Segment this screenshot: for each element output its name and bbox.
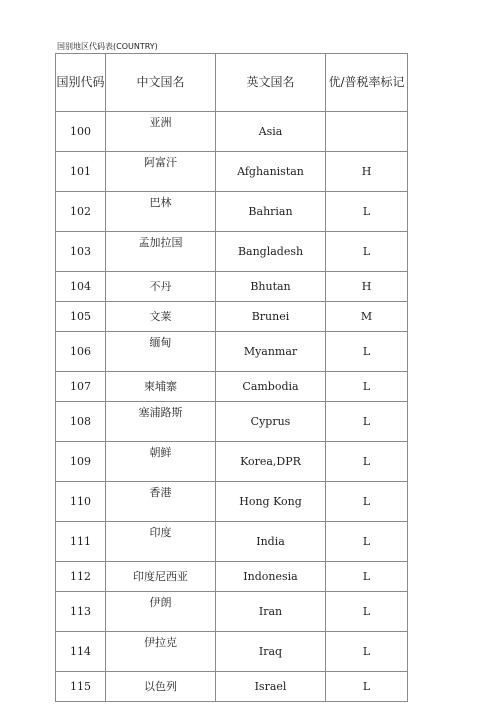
- cell-country-code: 103: [56, 232, 106, 272]
- table-row: [56, 372, 408, 402]
- cell-tax-rate-flag: L: [326, 562, 408, 592]
- cell-tax-rate-flag: L: [326, 672, 408, 702]
- document-title: 国别地区代码表(COUNTRY): [57, 42, 158, 51]
- cell-chinese-name: 朝鲜: [106, 442, 216, 482]
- cell-chinese-name: 印度尼西亚: [106, 562, 216, 592]
- table-row: [56, 402, 408, 442]
- table-body: [56, 112, 408, 702]
- cell-tax-rate-flag: H: [326, 272, 408, 302]
- cell-country-code: 115: [56, 672, 106, 702]
- table-row: [56, 562, 408, 592]
- cell-english-name: Korea,DPR: [216, 442, 326, 482]
- cell-country-code: 112: [56, 562, 106, 592]
- cell-country-code: 109: [56, 442, 106, 482]
- cell-english-name: India: [216, 522, 326, 562]
- cell-chinese-name: 阿富汗: [106, 152, 216, 192]
- cell-country-code: 113: [56, 592, 106, 632]
- table-row: [56, 332, 408, 372]
- cell-country-code: 110: [56, 482, 106, 522]
- header-country-code: 国别代码: [56, 54, 106, 112]
- cell-chinese-name: 缅甸: [106, 332, 216, 372]
- cell-chinese-name: 文莱: [106, 302, 216, 332]
- cell-tax-rate-flag: L: [326, 522, 408, 562]
- table-header-row: [56, 54, 408, 112]
- cell-country-code: 106: [56, 332, 106, 372]
- cell-english-name: Bhutan: [216, 272, 326, 302]
- cell-country-code: 107: [56, 372, 106, 402]
- cell-chinese-name: 柬埔寨: [106, 372, 216, 402]
- cell-tax-rate-flag: L: [326, 632, 408, 672]
- cell-tax-rate-flag: L: [326, 372, 408, 402]
- cell-country-code: 100: [56, 112, 106, 152]
- cell-english-name: Cyprus: [216, 402, 326, 442]
- cell-tax-rate-flag: L: [326, 442, 408, 482]
- cell-country-code: 102: [56, 192, 106, 232]
- cell-english-name: Afghanistan: [216, 152, 326, 192]
- cell-chinese-name: 孟加拉国: [106, 232, 216, 272]
- cell-english-name: Hong Kong: [216, 482, 326, 522]
- cell-country-code: 111: [56, 522, 106, 562]
- cell-chinese-name: 伊朗: [106, 592, 216, 632]
- table-row: [56, 192, 408, 232]
- header-chinese-name: 中文国名: [106, 54, 216, 112]
- table-row: [56, 592, 408, 632]
- cell-chinese-name: 亚洲: [106, 112, 216, 152]
- cell-english-name: Indonesia: [216, 562, 326, 592]
- header-tax-rate-flag: 优/普税率标记: [326, 54, 408, 112]
- cell-country-code: 104: [56, 272, 106, 302]
- cell-country-code: 101: [56, 152, 106, 192]
- cell-chinese-name: 不丹: [106, 272, 216, 302]
- country-code-table: [55, 53, 408, 702]
- cell-tax-rate-flag: L: [326, 592, 408, 632]
- cell-english-name: Brunei: [216, 302, 326, 332]
- table-row: [56, 112, 408, 152]
- cell-english-name: Asia: [216, 112, 326, 152]
- cell-tax-rate-flag: L: [326, 192, 408, 232]
- table-row: [56, 482, 408, 522]
- cell-chinese-name: 香港: [106, 482, 216, 522]
- cell-country-code: 105: [56, 302, 106, 332]
- cell-country-code: 114: [56, 632, 106, 672]
- cell-country-code: 108: [56, 402, 106, 442]
- cell-chinese-name: 以色列: [106, 672, 216, 702]
- cell-english-name: Iraq: [216, 632, 326, 672]
- cell-chinese-name: 巴林: [106, 192, 216, 232]
- cell-tax-rate-flag: L: [326, 332, 408, 372]
- table-row: [56, 302, 408, 332]
- table-row: [56, 522, 408, 562]
- cell-chinese-name: 塞浦路斯: [106, 402, 216, 442]
- cell-chinese-name: 印度: [106, 522, 216, 562]
- cell-english-name: Israel: [216, 672, 326, 702]
- header-english-name: 英文国名: [216, 54, 326, 112]
- cell-tax-rate-flag: L: [326, 232, 408, 272]
- cell-tax-rate-flag: [326, 112, 408, 152]
- cell-tax-rate-flag: M: [326, 302, 408, 332]
- cell-tax-rate-flag: H: [326, 152, 408, 192]
- table-row: [56, 272, 408, 302]
- cell-tax-rate-flag: L: [326, 482, 408, 522]
- cell-english-name: Iran: [216, 592, 326, 632]
- cell-english-name: Myanmar: [216, 332, 326, 372]
- table-row: [56, 632, 408, 672]
- table-row: [56, 672, 408, 702]
- cell-english-name: Bahrian: [216, 192, 326, 232]
- cell-tax-rate-flag: L: [326, 402, 408, 442]
- cell-english-name: Bangladesh: [216, 232, 326, 272]
- table-row: [56, 152, 408, 192]
- cell-chinese-name: 伊拉克: [106, 632, 216, 672]
- cell-english-name: Cambodia: [216, 372, 326, 402]
- table-row: [56, 442, 408, 482]
- table-row: [56, 232, 408, 272]
